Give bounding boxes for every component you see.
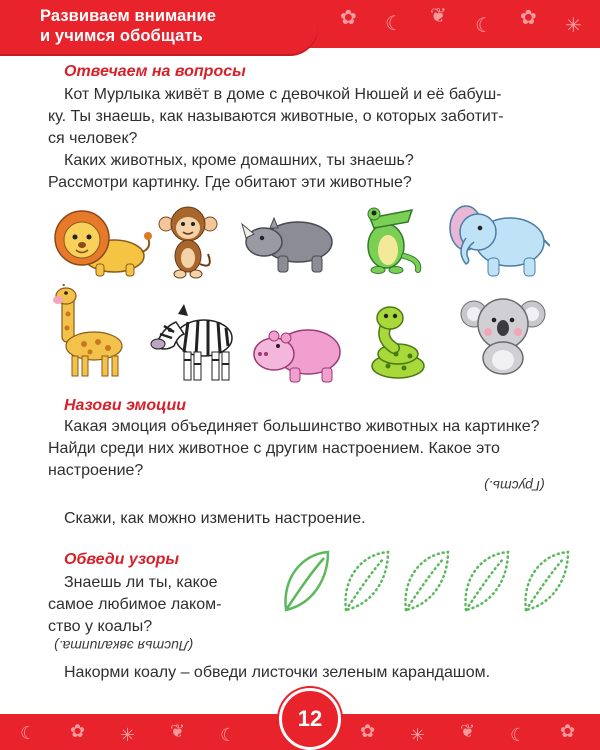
paragraph-line: Рассмотри картинку. Где обитают эти животные?	[48, 174, 412, 191]
paragraph-line: Кот Мурлыка живёт в доме с девочкой Нюшей и её бабуш-	[64, 86, 502, 103]
star-decor-icon: ✳	[120, 725, 136, 745]
flower-decor-icon: ✿	[70, 721, 86, 741]
moon-decor-icon: ☾	[220, 725, 237, 745]
monkey-icon	[158, 204, 218, 280]
paragraph-line: Знаешь ли ты, какое	[64, 574, 218, 591]
paragraph-line: Накорми коалу – обведи листочки зеленым карандашом.	[64, 664, 491, 681]
paragraph-line: Каких животных, кроме домашних, ты знаешь?	[64, 152, 414, 169]
hippo-icon	[252, 320, 344, 384]
moon-decor-icon: ☾	[385, 13, 403, 35]
paragraph-line: ство у коалы?	[48, 618, 153, 635]
zebra-icon	[148, 298, 238, 384]
star-decor-icon: ✳	[565, 15, 582, 37]
koala-icon	[460, 294, 546, 376]
paragraph-line: Скажи, как можно изменить настроение.	[64, 510, 366, 527]
page-title: Развиваем внимание и учимся обобщать	[40, 7, 217, 45]
lion-icon	[52, 206, 152, 278]
crocodile-icon	[350, 196, 424, 274]
page-number: 12	[297, 706, 323, 731]
answer-upside-down: (Листья эвкалипта.)	[54, 638, 194, 654]
leaf-trace-icon[interactable]	[340, 548, 392, 619]
section-heading-questions: Отвечаем на вопросы	[64, 63, 246, 80]
snake-icon	[364, 304, 430, 382]
paragraph-line: Найди среди них животное с другим настроением. Какое это	[48, 440, 500, 457]
rhino-icon	[240, 208, 336, 274]
section-heading-patterns: Обведи узоры	[64, 551, 180, 568]
flower-decor-icon: ✿	[340, 7, 357, 29]
moon-decor-icon: ☾	[510, 725, 527, 745]
paragraph-line: ся человек?	[48, 130, 138, 147]
moon-decor-icon: ☾	[20, 723, 37, 743]
leaf-trace-icon[interactable]	[460, 548, 512, 619]
star-decor-icon: ✳	[410, 725, 426, 745]
answer-upside-down: (Грусть.)	[484, 478, 545, 494]
paragraph-line: ку. Ты знаешь, как называются животные, о которых заботит-	[48, 108, 504, 125]
flower-decor-icon: ✿	[520, 7, 537, 29]
paragraph-line: настроение?	[48, 462, 144, 479]
leaf-trace-icon[interactable]	[400, 548, 452, 619]
page-number-badge	[279, 688, 341, 750]
moon-decor-icon: ☾	[475, 15, 493, 37]
header-badge	[0, 0, 318, 54]
leaf-decor-icon: ❦	[170, 721, 186, 741]
leaf-trace-icon[interactable]	[520, 548, 572, 619]
leaf-decor-icon: ❦	[460, 721, 476, 741]
flower-decor-icon: ✿	[560, 721, 576, 741]
section-heading-emotions: Назови эмоции	[64, 397, 186, 414]
paragraph-line: Какая эмоция объединяет большинство животных на картинке?	[64, 418, 540, 435]
leaf-decor-icon: ❦	[430, 5, 447, 27]
paragraph-line: самое любимое лаком-	[48, 596, 222, 613]
flower-decor-icon: ✿	[360, 721, 376, 741]
giraffe-icon	[52, 284, 126, 378]
leaf-sample-icon	[280, 548, 332, 619]
elephant-icon	[444, 198, 550, 278]
